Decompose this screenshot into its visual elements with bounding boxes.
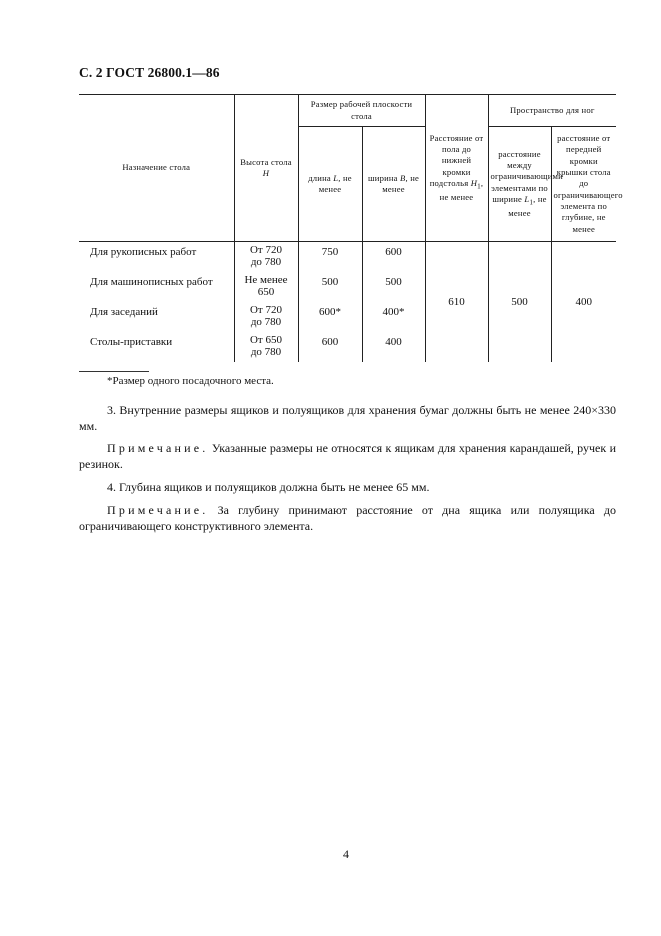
header-leg-space-group: Пространство для ног [488, 95, 616, 127]
header-leg-width [488, 127, 563, 242]
row-height [234, 302, 298, 332]
paragraph-4-text: 4. Глубина ящиков и полуящиков должна быть не менее 65 мм. [107, 480, 430, 494]
header-floor-distance [425, 95, 488, 242]
paragraph-3 [79, 402, 616, 434]
header-length-suffix: не менее [318, 172, 352, 194]
row-height-line2: 650 [257, 285, 275, 298]
note-2-text: За глубину принимают расстояние от дна ящика или полуящика до ограничивающего конструктивного элемента. [79, 503, 616, 533]
row-height-line1: От 720 [249, 304, 282, 316]
header-width-symbol: B, [400, 172, 408, 183]
header-leg-width-subscript: 1 [529, 198, 534, 207]
page-header: С. 2 ГОСТ 26800.1—86 [79, 65, 220, 80]
row-height-line2: до 780 [250, 315, 282, 328]
row-height [234, 272, 298, 302]
note-1-text: Указанные размеры не относятся к ящикам для хранения карандашей, ручек и резинок. [79, 441, 616, 471]
row-height-line2: до 780 [250, 345, 282, 358]
row-width: 600 [362, 242, 425, 273]
merged-leg-depth: 400 [551, 242, 616, 363]
merged-floor-distance: 610 [425, 242, 488, 363]
note-2-label: Примечание. [107, 503, 209, 517]
header-length-prefix: длина [308, 172, 331, 183]
row-height-line2: до 780 [250, 255, 282, 268]
header-width-prefix: ширина [367, 172, 398, 183]
dimensions-table [79, 94, 623, 362]
footnote: *Размер одного посадочного места. [107, 375, 274, 387]
row-purpose: Для заседаний [79, 302, 234, 332]
merged-leg-width: 500 [488, 242, 551, 363]
row-height-line1: От 650 [249, 334, 282, 346]
header-purpose: Назначение стола [79, 95, 234, 242]
note-2 [79, 502, 616, 534]
row-height [234, 242, 298, 273]
row-length: 600* [298, 302, 362, 332]
row-purpose: Столы-приставки [79, 332, 234, 362]
row-length: 600 [298, 332, 362, 362]
header-width-suffix: не менее [382, 172, 420, 194]
note-1 [79, 440, 616, 472]
note-1-label: Примечание. [107, 441, 209, 455]
row-width: 400 [362, 332, 425, 362]
header-height-symbol: H [262, 168, 270, 178]
row-length: 500 [298, 272, 362, 302]
header-floor-distance-suffix: , не менее [439, 177, 484, 203]
row-purpose: Для машинописных работ [79, 272, 234, 302]
row-height-line1: Не менее [244, 274, 288, 286]
header-floor-distance-subscript: 1 [477, 182, 481, 191]
header-leg-width-text: расстояние между ограничивающими элементами по ширине [490, 148, 563, 204]
row-height-line1: От 720 [249, 244, 282, 256]
header-leg-width-symbol: L [524, 193, 530, 204]
row-length: 750 [298, 242, 362, 273]
header-work-surface-group: Размер рабочей плоскости стола [298, 95, 425, 127]
header-length-symbol: L, [333, 172, 341, 183]
header-height [234, 95, 298, 242]
header-width [362, 127, 425, 242]
row-width: 500 [362, 272, 425, 302]
header-leg-depth: расстояние от передней кромки крышки стола до ограничивающего элемента по глубине, не менее [551, 127, 616, 242]
header-length [298, 127, 362, 242]
paragraph-4 [79, 479, 616, 495]
row-width: 400* [362, 302, 425, 332]
footnote-rule [79, 371, 149, 372]
header-floor-distance-symbol: H [470, 177, 478, 188]
header-leg-width-suffix: , не менее [508, 193, 547, 219]
header-floor-distance-text: Расстояние от пола до нижней кромки подстолья [429, 132, 484, 188]
row-purpose: Для рукописных работ [79, 242, 234, 273]
table-row [79, 242, 616, 273]
header-height-text: Высота стола [240, 156, 292, 167]
page-number: 4 [343, 847, 349, 861]
paragraph-3-text: 3. Внутренние размеры ящиков и полуящиков для хранения бумаг должны быть не менее 240×330 мм. [79, 403, 616, 433]
row-height [234, 332, 298, 362]
